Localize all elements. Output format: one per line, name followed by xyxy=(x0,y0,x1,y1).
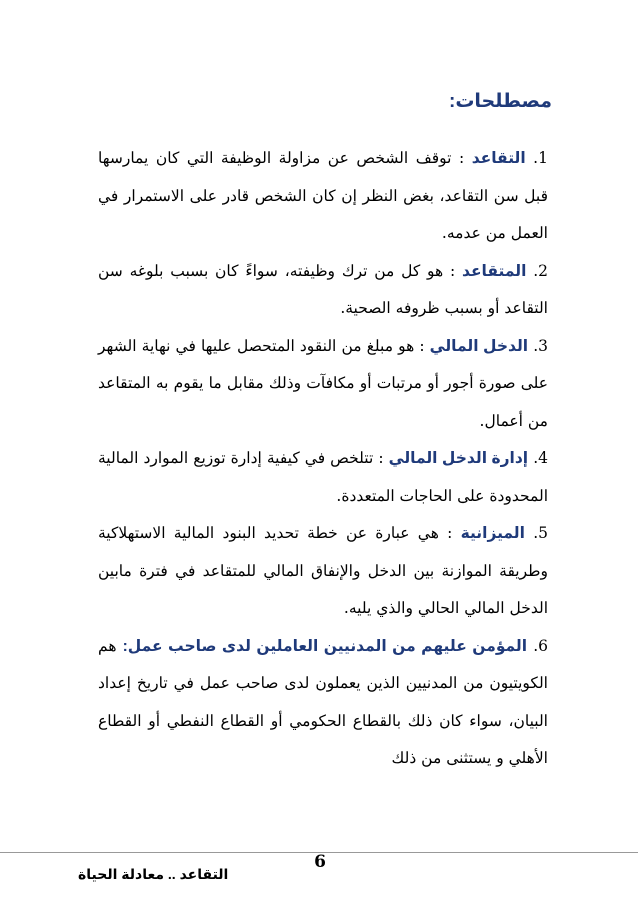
item-number: 6. xyxy=(533,636,548,655)
definition-item-5 xyxy=(98,515,548,628)
definition-item-3 xyxy=(98,328,548,441)
item-term: إدارة الدخل المالي xyxy=(388,450,529,467)
definition-item-4 xyxy=(98,440,548,515)
item-term: التقاعد xyxy=(471,150,526,167)
item-text: : هو مبلغ من النقود المتحصل عليها في نهاية الشهر على صورة أجور أو مرتبات أو مكافآت وذلك مقابل ما يقوم به المتقاعد من أعمال. xyxy=(98,336,548,430)
item-number: 2. xyxy=(533,261,548,280)
item-term: المؤمن عليهم من المدنيين العاملين لدى صاحب عمل: xyxy=(122,637,528,655)
item-term: الدخل المالي xyxy=(429,337,529,355)
definition-item-2 xyxy=(98,253,548,328)
page-heading: مصطلحات: xyxy=(449,91,552,112)
item-text: : تتلخص في كيفية إدارة توزيع الموارد المالية المحدودة على الحاجات المتعددة. xyxy=(98,449,548,505)
item-number: 3. xyxy=(533,336,548,355)
footer-title: التقاعد .. معادلة الحياة xyxy=(78,866,229,882)
item-number: 1. xyxy=(533,149,548,167)
page-number: 6 xyxy=(314,852,326,872)
definitions-list xyxy=(98,140,548,778)
item-text: : هي عبارة عن خطة تحديد البنود المالية الاستهلاكية وطريقة الموازنة بين الدخل والإنفاق المالي للمتقاعد في فترة مابين الدخل المالي الحالي والذي يليه. xyxy=(98,524,548,617)
item-term: المتقاعد xyxy=(462,262,527,280)
item-text: : هو كل من ترك وظيفته، سواءً كان بسبب بلوغه سن التقاعد أو بسبب ظروفه الصحية. xyxy=(98,261,548,317)
item-text: هم الكويتيون من المدنيين الذين يعملون لدى صاحب عمل في تاريخ إعداد البيان، سواء كان ذلك بالقطاع الحكومي أو القطاع النفطي أو القطاع الأهلي و يستثنى من ذلك xyxy=(98,636,548,767)
definition-item-1 xyxy=(98,140,548,253)
item-text: : توقف الشخص عن مزاولة الوظيفة التي كان يمارسها قبل سن التقاعد، بغض النظر إن كان الشخص قادر على الاستمرار في العمل من عدمه. xyxy=(98,149,548,242)
item-term: الميزانية xyxy=(460,525,525,542)
item-number: 4. xyxy=(533,449,548,467)
item-number: 5. xyxy=(533,524,548,542)
definition-item-6 xyxy=(98,628,548,778)
